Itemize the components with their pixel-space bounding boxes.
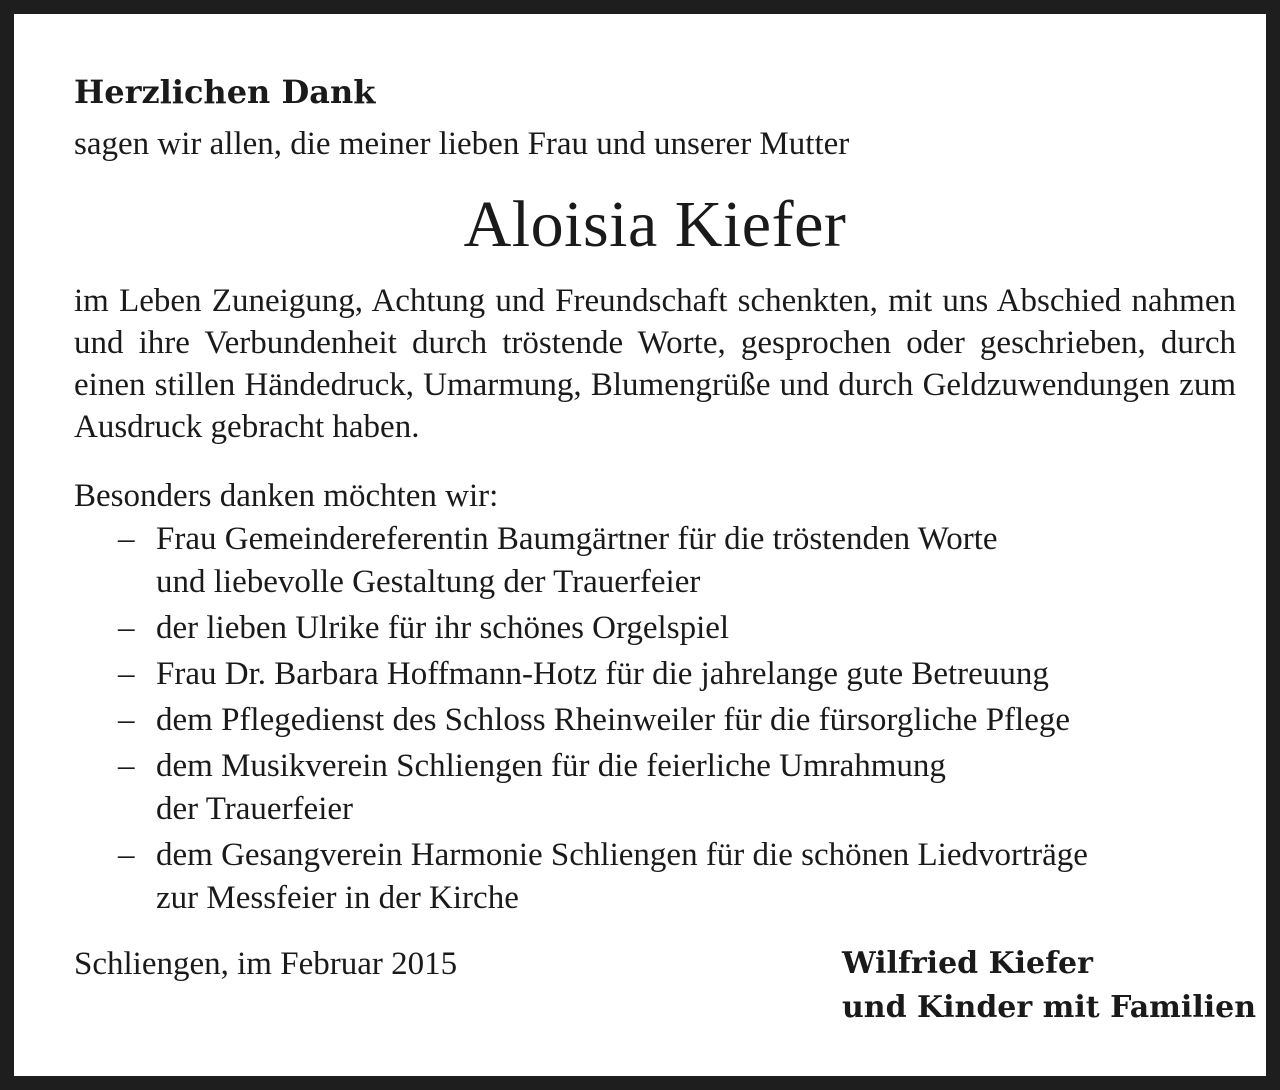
list-item: [74, 518, 1236, 604]
list-item-line: dem Musikverein Schliengen für die feierliche Umrahmung: [156, 748, 946, 784]
list-item-line: Frau Gemeindereferentin Baumgärtner für die tröstenden Worte: [156, 521, 998, 557]
intro-text: sagen wir allen, die meiner lieben Frau und unserer Mutter: [74, 126, 850, 162]
list-item: [74, 699, 1236, 742]
list-item-line: dem Pflegedienst des Schloss Rheinweiler für die fürsorgliche Pflege: [156, 702, 1071, 738]
deceased-name: Aloisia Kiefer: [463, 188, 847, 261]
dash-bullet: –: [118, 837, 135, 873]
dash-bullet: –: [118, 748, 135, 784]
dash-bullet: –: [118, 521, 135, 557]
list-item-line: Frau Dr. Barbara Hoffmann-Hotz für die jahrelange gute Betreuung: [156, 656, 1049, 692]
list-item-line: zur Messfeier in der Kirche: [156, 880, 519, 916]
list-item: [74, 745, 1236, 831]
list-item-line: der lieben Ulrike für ihr schönes Orgelspiel: [156, 610, 730, 646]
signature: [842, 942, 1256, 1030]
body-text: im Leben Zuneigung, Achtung und Freundschaft schenkten, mit uns Abschied nahmen und ihre Verbundenheit durch tröstende Worte, gesprochen oder geschrieben, durch einen stillen Händedruck, Umarmung, Blumengrüße und durch Geldzuwendungen zum Ausdruck gebracht haben.: [74, 283, 1236, 445]
signature-line: und Kinder mit Familien: [842, 990, 1257, 1025]
thanks-list: [74, 518, 1236, 920]
list-item: [74, 607, 1236, 650]
place-date: Schliengen, im Februar 2015: [74, 946, 458, 982]
thanks-lead: Besonders danken möchten wir:: [74, 478, 499, 514]
notice-content: [74, 66, 1257, 1032]
list-item: [74, 653, 1236, 696]
dash-bullet: –: [118, 610, 135, 646]
list-item: [74, 834, 1236, 920]
list-item-line: der Trauerfeier: [156, 791, 354, 827]
notice-heading: Herzlichen Dank: [74, 73, 376, 111]
notice-footer: [74, 942, 1257, 1032]
dash-bullet: –: [118, 702, 135, 738]
dash-bullet: –: [118, 656, 135, 692]
signature-line: Wilfried Kiefer: [842, 946, 1093, 981]
list-item-line: dem Gesangverein Harmonie Schliengen für die schönen Liedvorträge: [156, 837, 1088, 873]
list-item-line: und liebevolle Gestaltung der Trauerfeier: [156, 564, 701, 600]
